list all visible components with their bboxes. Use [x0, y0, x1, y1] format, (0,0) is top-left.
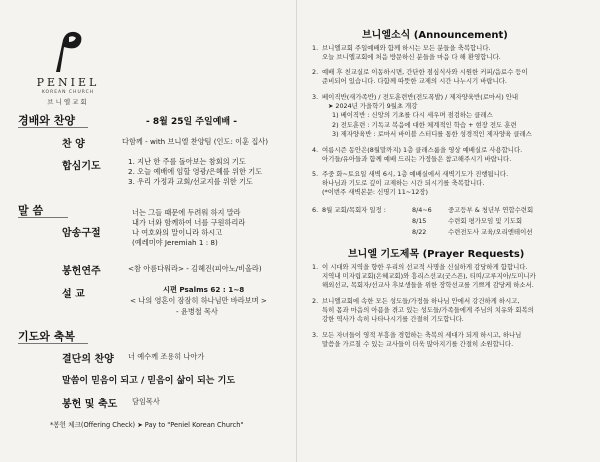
recitation-label: 암송구절: [62, 228, 101, 239]
prayer-item: 2. 오늘 예배에 임할 영광/은혜를 위한 기도: [128, 167, 263, 176]
preacher: - 윤병철 목사: [176, 307, 218, 316]
prayer-request-item: 3. 모든 자녀들이 영적 부흥을 경험하는 축복의 세대가 되게 하시고, 하나님 말씀을 가르칠 수 있는 교사들이 더욱 많아지기를 간절히 소원합니다.: [312, 331, 522, 349]
praise-value: 다함께 - with 브니엘 찬양팀 (인도: 이훈 집사): [122, 137, 269, 146]
praise-label: 찬 양: [62, 139, 85, 150]
section-rule: [18, 127, 88, 128]
announcement-item: 5. 주중 화~토요일 새벽 6시, 1층 예배실에서 새벽기도가 진행됩니다. 하나님과 기도로 깊이 교제하는 시간 되시기를 축복합니다. (*이번주 새벽본문: 신명기 11~12장): [312, 170, 509, 197]
section-rule: [18, 217, 68, 218]
prayer-motto: 말씀이 믿음이 되고 / 믿음이 삶이 되는 기도: [62, 376, 236, 386]
page-fold: [296, 0, 297, 462]
service-title: - 8월 25일 주일예배 -: [146, 117, 237, 127]
announcement-item: 3. 베이직반(새가족반) / 전도훈련반(전도폭발) / 제자양육반(로마서) 안내 ➤ 2024년 가을학기 9월초 개강 1) 베이직반 : 신앙의 기초를 다시 세우며 점검하는 클래스 2) 전도훈련 : 기독교 복음에 대한 체계적인 학습 + 현장 전도 훈련 3) 제자양육반 : 로마서 바이블 스터디를 통한 성경적인 제자양육 클래스: [312, 93, 532, 138]
recitation-line: 내가 너와 함께하여 너를 구원하리라: [132, 218, 246, 227]
announcement-item: 1. 브니엘교회 주일예배와 함께 하시는 모든 분들을 축복합니다. 오늘 브니엘교회에 처음 방문하신 분들을 마음 다 해 환영합니다.: [312, 44, 501, 62]
sermon-passage: 시편 Psalms 62 : 1~8: [163, 285, 245, 294]
announcement-item: 4. 여름시즌 동안은(8월말까지) 1층 클래스룸을 영상 예배실로 사용합니다. 아기들/유아들과 함께 예배 드리는 가정들은 참고해주시기 바랍니다.: [312, 146, 523, 164]
recitation-line: (예레미야 Jeremiah 1 : 8): [132, 238, 218, 247]
decision-hymn-value: 너 예수께 조용히 나아가: [128, 352, 205, 361]
schedule-date: 8/15: [412, 217, 427, 225]
sermon-label: 설 교: [62, 289, 85, 300]
benediction-value: 담임목사: [132, 397, 160, 406]
prayer-request-item: 1. 이 시대와 지역을 향한 우리의 선교적 사명을 신실하게 감당하게 함합니다. 지역내 미자립교회(은혜교회)와 흥리스선교(굿스픈), 티띠/고루지아/도미니카 해외선교, 목회자/선교사 후보생들을 위한 장학선교를 기쁘게 감당케 하소서.: [312, 263, 536, 290]
prayer-requests-title: 브니엘 기도제목 (Prayer Requests): [348, 249, 525, 260]
sermon-title: < 나의 영혼이 잠잠히 하나님만 바라보며 >: [130, 296, 267, 305]
church-name: PENIEL: [36, 76, 100, 89]
benediction-label: 봉헌 및 축도: [62, 399, 118, 410]
offertory-label: 봉헌연주: [62, 266, 101, 277]
schedule-heading: 6. 8월 교회/목회자 일정 :: [312, 206, 386, 214]
recitation-line: 너는 그들 때문에 두려워 하지 말라: [132, 208, 241, 217]
peniel-logo-icon: [50, 28, 84, 74]
word-section-title: 말 씀: [18, 204, 44, 217]
schedule-date: 8/22: [412, 228, 427, 236]
announcement-item: 2. 예배 후 친교실로 이동하시면, 간단한 점심식사와 시원한 커피/음료수 등이 준비되어 있습니다. 다함께 따뜻한 교제의 시간 나누시기 바랍니다.: [312, 68, 528, 86]
prayer-item: 3. 우리 가정과 교회/선교지를 위한 기도: [128, 177, 253, 186]
prayer-label: 합심기도: [62, 161, 101, 172]
schedule-event: 수련전도사 교육/오리엔테이션: [448, 228, 533, 236]
schedule-event: 수련회 평가모임 및 기도회: [448, 217, 523, 225]
announcements-title: 브니엘소식 (Announcement): [362, 30, 508, 41]
schedule-date: 8/4~6: [412, 206, 432, 214]
section-rule: [18, 343, 88, 344]
prayer-blessing-section-title: 기도와 축복: [18, 330, 75, 343]
church-subname: KOREAN CHURCH: [41, 90, 95, 95]
offering-check-note: *봉헌 체크(Offering Check) ➤ Pay to "Peniel Korean Church": [50, 421, 244, 429]
church-korean-name: 브니엘교회: [47, 98, 89, 106]
prayer-item: 1. 지난 한 주를 돌아보는 참회의 기도: [128, 157, 246, 166]
offertory-value: <참 아름다워라> - 김혜진(피아노/비올라): [128, 264, 262, 273]
decision-hymn-label: 결단의 찬양: [62, 354, 114, 365]
schedule-event: 중고등부 & 청년부 연합수련회: [448, 206, 534, 214]
recitation-line: 나 여호와의 말이니라 하시고: [132, 228, 223, 237]
prayer-request-item: 2. 브니엘교회에 속한 모든 성도들/가정들 하나님 안에서 강건하게 하시고, 특히 몸과 마음의 아픔을 겪고 있는 성도들/가족들에게 주님의 치유와 회복의 강한 역사가 속히 나타나시기를 간절히 기도합니다.: [312, 297, 534, 324]
worship-section-title: 경배와 찬양: [18, 114, 75, 127]
order-of-worship-panel: [0, 0, 296, 462]
